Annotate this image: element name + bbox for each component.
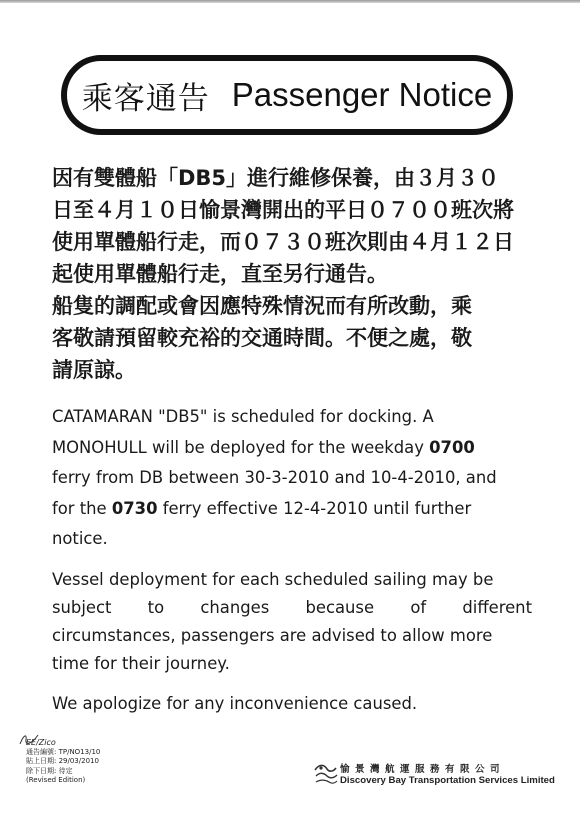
notice-title-box [61,55,513,135]
company-name-english: Discovery Bay Transportation Services Limited [340,775,555,786]
wave-seal-logo-icon [312,760,340,788]
english-line: notice. [52,529,108,548]
company-footer [312,758,562,792]
time-0700: 0700 [429,437,475,457]
title-english: Passenger Notice [231,76,493,113]
chinese-line: 客敬請預留較充裕的交通時間。不便之處，敬 [52,326,472,350]
chinese-line: 起使用單體船行走，直至另行通告。 [52,262,388,286]
company-name-chinese: 愉景灣航運服務有限公司 [340,764,506,775]
english-text: for the [52,498,112,518]
reference-line: 通告編號: TP/NO13/10 [26,747,101,756]
english-line [52,433,532,464]
english-line: circumstances, passengers are advised to allow more [52,626,493,645]
signature-icon [18,732,40,746]
reference-line: 貼上日期: 29/03/2010 [26,757,99,765]
time-0730: 0730 [111,498,158,518]
signature-initials: EE/Zico [26,738,56,747]
english-paragraph-3 [52,690,532,718]
english-line: We apologize for any inconvenience caused. [52,694,418,713]
notice-reference [26,738,146,786]
title-chinese: 乘客通告 [81,80,210,117]
english-line: subject to changes because of different [52,598,532,617]
english-line: CATAMARAN "DB5" is scheduled for docking. A [52,407,434,426]
reference-line: (Revised Edition) [26,776,86,784]
chinese-line: 船隻的調配或會因應特殊情況而有所改動，乘 [52,294,472,318]
english-paragraph-2 [52,566,532,678]
english-paragraph-1 [52,402,532,555]
english-line [52,494,532,525]
chinese-line: 日至４月１０日愉景灣開出的平日０７００班次將 [52,198,514,222]
chinese-line: 請原諒。 [52,358,136,382]
chinese-line: 使用單體船行走，而０７３０班次則由４月１２日 [52,230,514,254]
english-text: ferry effective 12-4-2010 until further [157,498,472,518]
english-line: time for their journey. [52,654,230,673]
chinese-paragraph-1 [52,162,532,290]
english-text: MONOHULL will be deployed for the weekday [52,437,430,457]
top-rule [0,0,580,3]
english-line: Vessel deployment for each scheduled sailing may be [52,570,494,589]
chinese-line: 因有雙體船「DB5」進行維修保養，由３月３０ [52,166,500,190]
english-line: ferry from DB between 30-3-2010 and 10-4-2010, and [52,468,497,487]
reference-line: 除下日期: 待定 [26,766,73,775]
chinese-paragraph-2 [52,290,532,386]
